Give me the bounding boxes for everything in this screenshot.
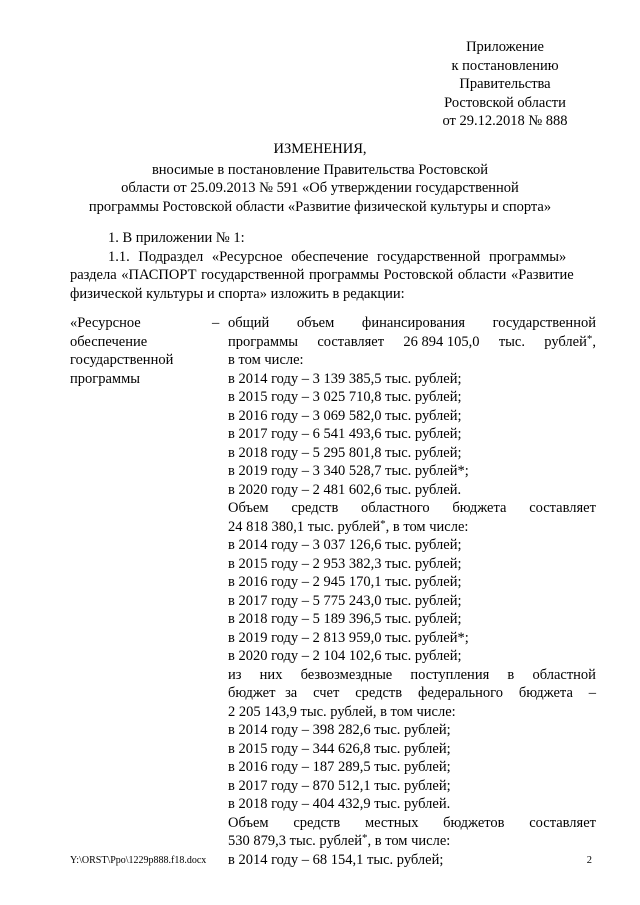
label-line: «Ресурсное (70, 315, 141, 331)
item-1-1-line: раздела «ПАСПОРТ государственной программы Ростовской области «Развитие (70, 267, 574, 283)
word: из (228, 666, 242, 683)
regional-year-item: в 2017 году – 5 775 243,0 тыс. рублей; (228, 592, 462, 609)
local-amount: 530 879,3 тыс. рублей (228, 833, 362, 849)
appendix-header (420, 38, 590, 131)
regional-amount-line (228, 518, 596, 537)
regional-line (228, 499, 596, 518)
total-year-item: в 2014 году – 3 139 385,5 тыс. рублей; (228, 370, 462, 387)
footnote-star: * (361, 832, 368, 844)
word: составляет (529, 500, 596, 516)
regional-tail: , в том числе: (385, 518, 469, 535)
local-line (228, 814, 596, 833)
footnote-star: * (380, 517, 386, 530)
word: Объем (228, 814, 269, 831)
comma: , (592, 333, 596, 350)
word: средств (291, 500, 339, 516)
appendix-line: от 29.12.2018 № 888 (442, 113, 568, 129)
appendix-line: Приложение (466, 39, 544, 55)
title-line: области от 25.09.2013 № 591 «Об утверждении государственной (121, 180, 519, 196)
footnote-star: * (586, 332, 593, 345)
label-line: государственной (70, 352, 174, 368)
total-years-list (228, 370, 596, 500)
word: составляет (317, 333, 385, 350)
total-year-item: в 2019 году – 3 340 528,7 тыс. рублей*; (228, 463, 469, 479)
regional-year-item: в 2018 году – 5 189 396,5 тыс. рублей; (228, 611, 462, 627)
footer-page-number: 2 (586, 855, 592, 866)
federal-year-item: в 2014 году – 398 282,6 тыс. рублей; (228, 722, 451, 738)
word: программы (228, 333, 298, 350)
federal-total-line: 2 205 143,9 тыс. рублей, в том числе: (228, 703, 456, 720)
label-line: программы (70, 370, 140, 387)
total-unit (544, 333, 596, 352)
appendix-line: к постановлению (451, 57, 559, 74)
item-1-1-line: физической культуры и спорта» изложить в редакции: (70, 285, 405, 302)
federal-year-item: в 2017 году – 870 512,1 тыс. рублей; (228, 777, 451, 794)
word: общий (228, 315, 270, 331)
word: государственной (492, 315, 596, 331)
word: бюджета (518, 685, 573, 701)
total-year-item: в 2018 году – 5 295 801,8 тыс. рублей; (228, 444, 462, 461)
body-paragraphs (70, 229, 595, 303)
regional-years-list (228, 536, 596, 666)
total-line (228, 314, 596, 333)
word: – (588, 685, 596, 701)
total-year-item: в 2017 году – 6 541 493,6 тыс. рублей; (228, 426, 462, 442)
local-years-list (228, 851, 596, 870)
word: средств (355, 685, 403, 701)
word: местных (364, 814, 419, 831)
word: счет (313, 685, 340, 701)
local-amount-line (228, 832, 596, 851)
title-line: вносимые в постановление Правительства Ростовской (151, 161, 489, 178)
resource-label (70, 314, 210, 388)
resource-details (228, 314, 596, 869)
word: бюджетов (443, 814, 505, 831)
word: бюджет за (228, 685, 298, 701)
total-year-item: в 2020 году – 2 481 602,6 тыс. рублей. (228, 481, 462, 498)
appendix-line: Ростовской области (444, 94, 566, 111)
item-1-1-text: 1.1. Подраздел «Ресурсное обеспечение государственной программы» (108, 248, 567, 265)
word: средств (293, 814, 341, 831)
word: составляет (529, 814, 596, 831)
word: областной (532, 666, 596, 683)
regional-year-item: в 2016 году – 2 945 170,1 тыс. рублей; (228, 574, 462, 590)
word: бюджета (452, 500, 507, 516)
total-year-item: в 2015 году – 3 025 710,8 тыс. рублей; (228, 389, 462, 405)
footer-file-path: Y:\ORST\Ppo\1229p888.f18.docx (70, 855, 207, 866)
word: областного (361, 500, 430, 516)
word: в (507, 666, 515, 683)
regional-year-item: в 2019 году – 2 813 959,0 тыс. рублей*; (228, 629, 469, 646)
word: тыс. (498, 333, 525, 350)
title-line: программы Ростовской области «Развитие физической культуры и спорта» (88, 198, 552, 215)
title-heading: ИЗМЕНЕНИЯ, (273, 141, 367, 157)
federal-year-item: в 2015 году – 344 626,8 тыс. рублей; (228, 740, 451, 757)
label-line: обеспечение (70, 333, 148, 350)
federal-line (228, 666, 596, 685)
word: 26 894 105,0 (403, 333, 480, 350)
document-title (60, 140, 580, 216)
word: финансирования (361, 315, 466, 331)
federal-year-item: в 2018 году – 404 432,9 тыс. рублей. (228, 796, 451, 812)
word: объем (296, 315, 335, 331)
word: рублей (544, 333, 587, 350)
regional-year-item: в 2015 году – 2 953 382,3 тыс. рублей; (228, 555, 462, 572)
total-line (228, 333, 596, 352)
word: поступления (410, 666, 490, 683)
federal-year-item: в 2016 году – 187 289,5 тыс. рублей; (228, 759, 451, 775)
regional-year-item: в 2014 году – 3 037 126,6 тыс. рублей; (228, 537, 462, 553)
regional-year-item: в 2020 году – 2 104 102,6 тыс. рублей; (228, 648, 462, 664)
federal-line (228, 684, 596, 703)
word: Объем (228, 500, 269, 516)
word: безвозмездные (300, 666, 393, 683)
local-year-item: в 2014 году – 68 154,1 тыс. рублей; (228, 851, 444, 868)
item-1: 1. В приложении № 1: (108, 230, 245, 246)
in-that-line: в том числе: (228, 352, 304, 368)
regional-amount: 24 818 380,1 тыс. рублей (228, 518, 381, 535)
item-1-1-line (70, 248, 595, 267)
appendix-line: Правительства (459, 76, 551, 92)
total-year-item: в 2016 году – 3 069 582,0 тыс. рублей; (228, 407, 462, 424)
local-tail: , в том числе: (367, 833, 451, 849)
word: них (259, 666, 283, 683)
label-dash: – (212, 315, 220, 331)
federal-years-list (228, 721, 596, 814)
word: федерального (417, 685, 503, 701)
